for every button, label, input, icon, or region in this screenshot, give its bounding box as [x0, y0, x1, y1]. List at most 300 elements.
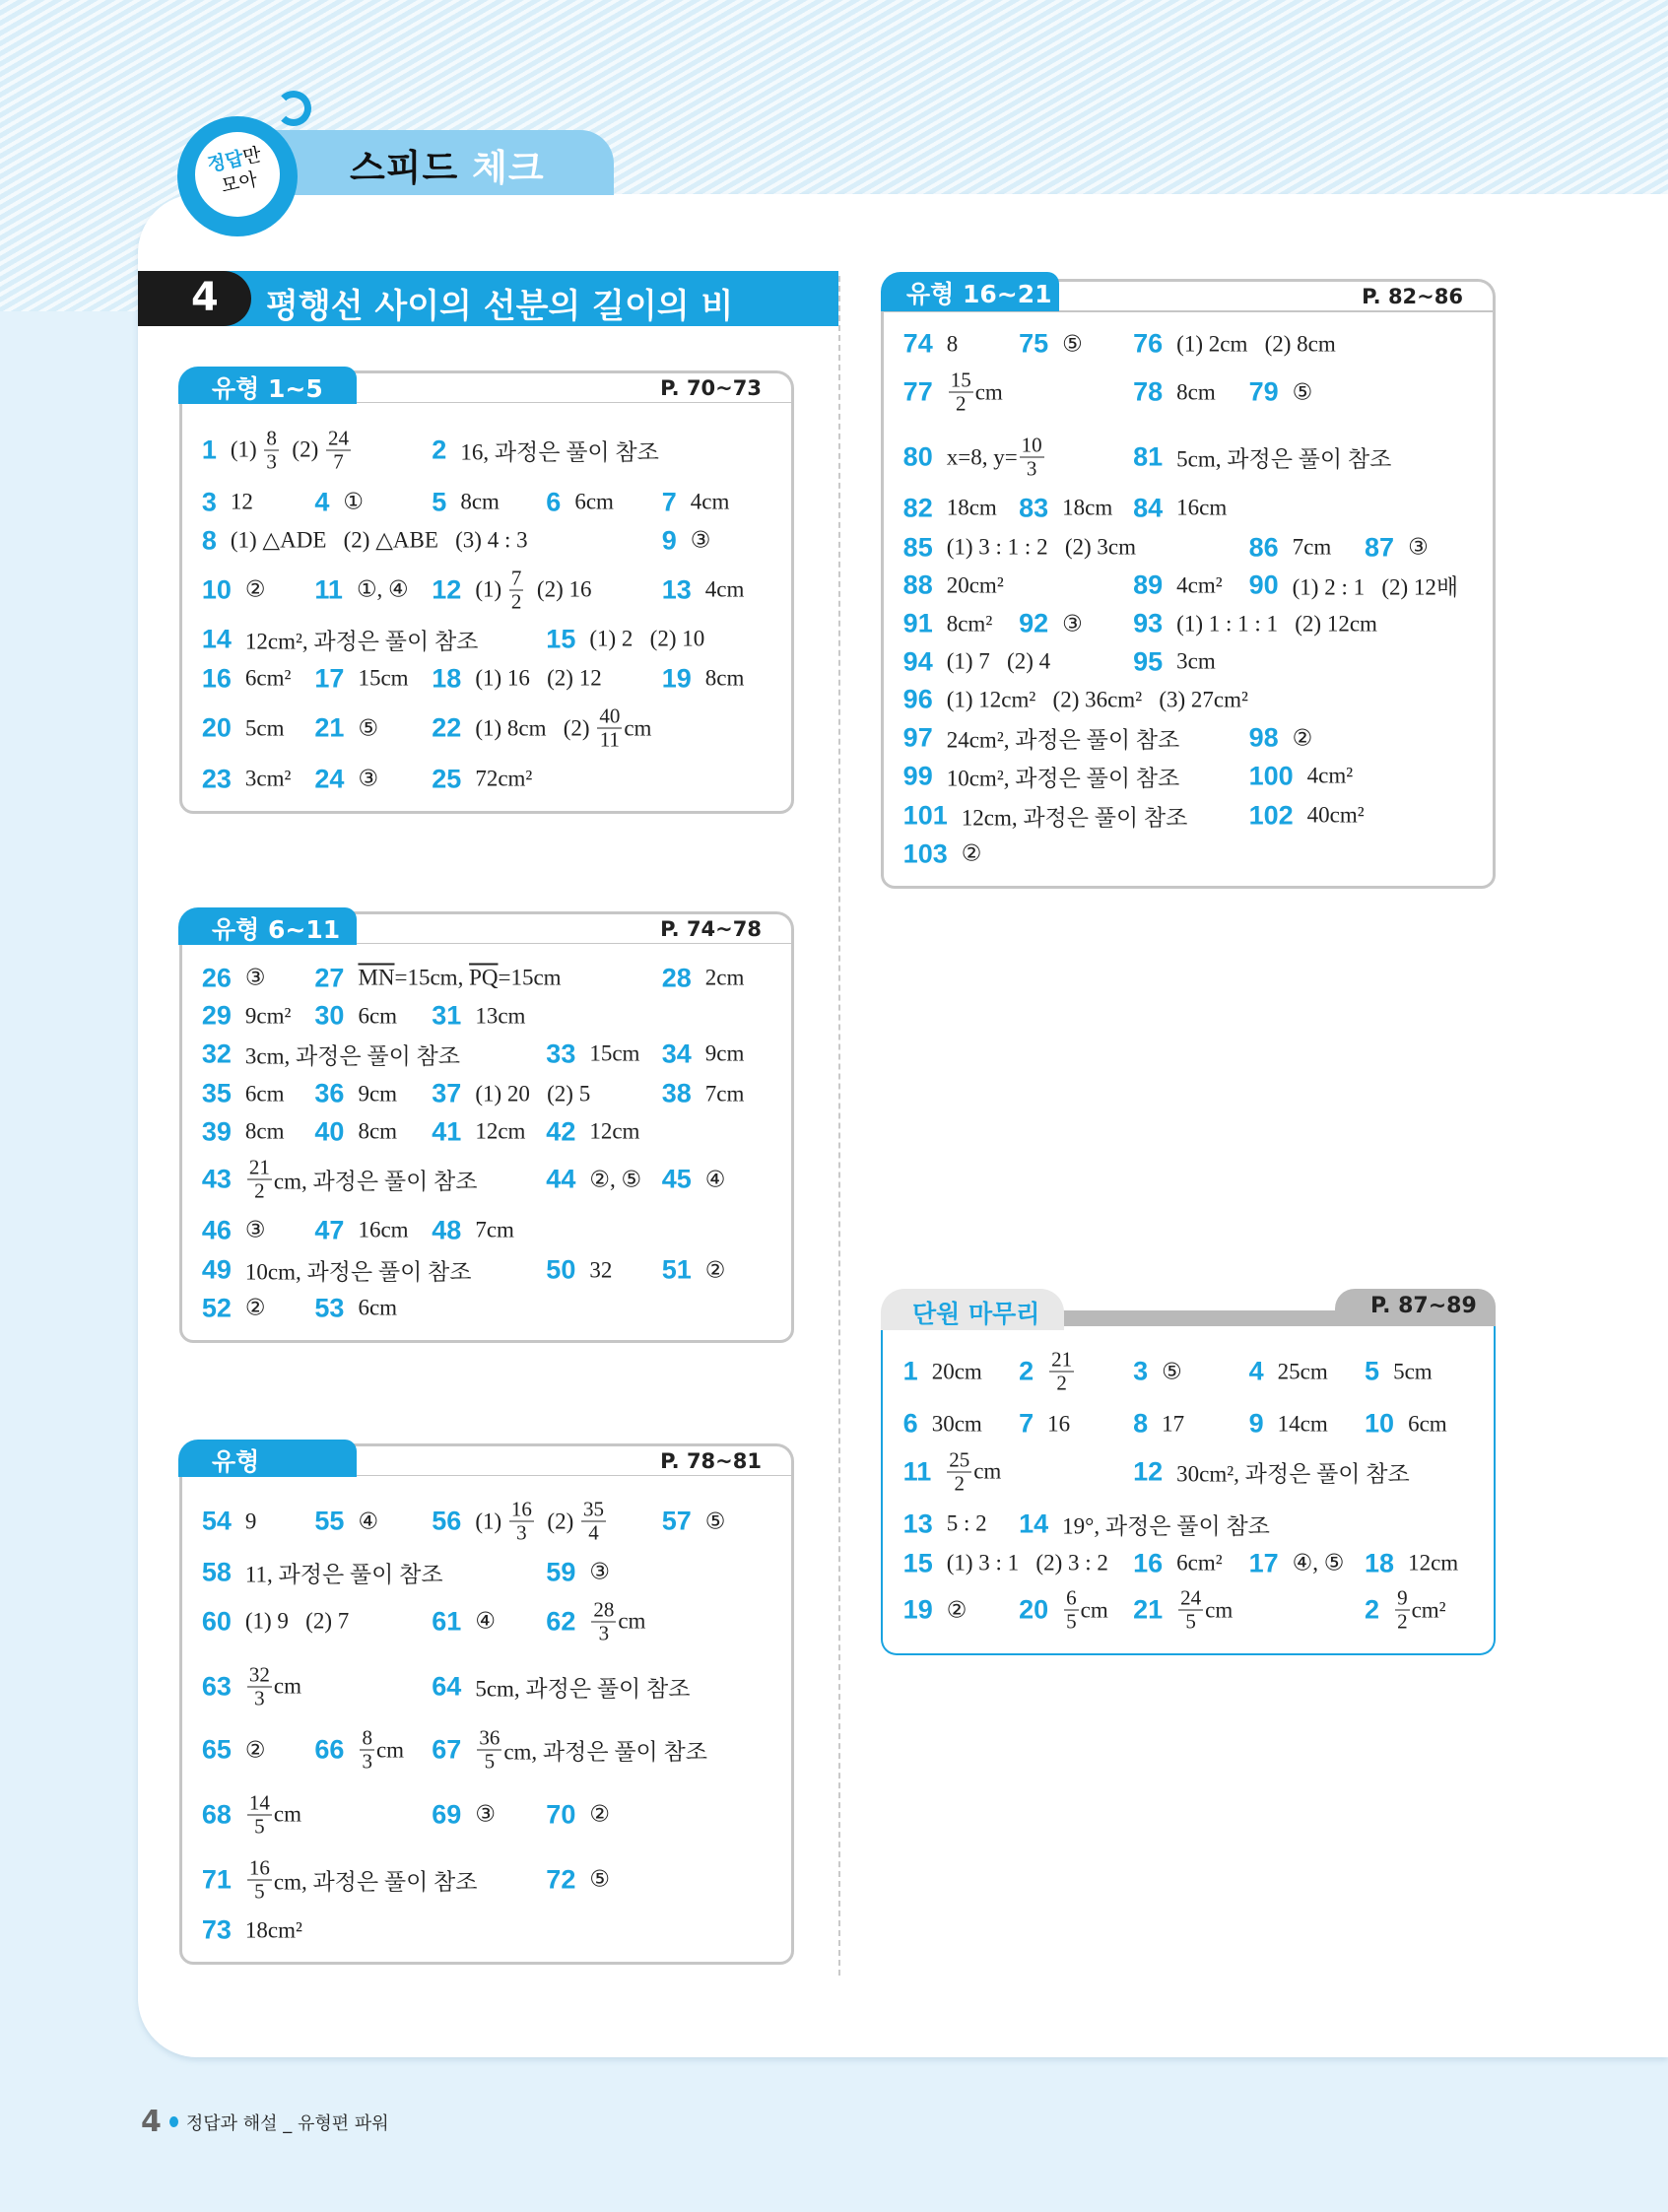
answer-text: cm	[973, 1458, 1002, 1484]
answer-item	[432, 434, 659, 466]
question-number: 72	[546, 1864, 576, 1895]
answer-item	[202, 1507, 257, 1537]
section-tab-1: 유형 1~5	[178, 367, 357, 404]
answer-value	[574, 490, 614, 515]
question-number: 36	[314, 1078, 345, 1108]
fraction	[509, 1499, 534, 1545]
question-number: 47	[314, 1215, 345, 1245]
answer-value	[475, 1003, 525, 1029]
fraction-numerator: 15	[950, 368, 971, 392]
answer-item	[432, 1799, 496, 1830]
answer-value	[475, 1609, 496, 1635]
answer-text: cm, 과정은 풀이 참조	[503, 1739, 707, 1765]
answer-text: ④, ⑤	[1292, 1550, 1345, 1575]
answer-item	[1133, 377, 1216, 408]
answer-item	[432, 1670, 690, 1703]
answer-item	[1133, 1409, 1184, 1440]
fraction-numerator: 32	[248, 1662, 270, 1687]
answer-item	[202, 1791, 301, 1838]
answer-text: =15cm,	[394, 965, 470, 990]
answer-value	[1278, 1359, 1328, 1384]
answer-value	[1307, 764, 1354, 789]
answer-item	[1365, 1357, 1433, 1387]
question-number: 3	[201, 487, 217, 517]
answer-value	[1176, 611, 1377, 637]
answer-text: 30cm	[931, 1411, 982, 1437]
answer-item	[546, 487, 614, 517]
section-tab-5: 단원 마무리	[881, 1289, 1064, 1330]
question-number: 48	[432, 1215, 462, 1245]
answer-value	[589, 1119, 639, 1145]
answer-value	[245, 767, 292, 792]
fraction-numerator: 35	[582, 1497, 604, 1521]
answer-text: ②	[704, 1257, 726, 1283]
answer-item	[202, 1038, 460, 1070]
answer-item	[903, 493, 997, 523]
answer-item	[1019, 1349, 1076, 1395]
answer-text: 12cm, 과정은 풀이 참조	[961, 805, 1188, 831]
question-number: 103	[902, 838, 948, 869]
answer-item	[432, 1116, 525, 1147]
answer-value	[1408, 1551, 1458, 1576]
answer-value	[589, 627, 704, 652]
answer-value	[1176, 572, 1223, 598]
answer-value	[358, 767, 378, 792]
answer-item	[903, 1508, 987, 1539]
question-number: 43	[201, 1164, 232, 1194]
answer-item	[202, 663, 292, 694]
question-number: 38	[661, 1078, 692, 1108]
question-number: 31	[432, 1000, 462, 1031]
fraction-numerator: 28	[593, 1597, 615, 1622]
answer-text: =15cm	[498, 965, 562, 990]
answer-text: ③	[589, 1559, 610, 1584]
answer-item	[202, 713, 285, 744]
answer-text: 17	[1162, 1411, 1185, 1437]
fraction-denominator: 5	[254, 1814, 265, 1839]
answer-value	[245, 1119, 285, 1145]
answer-item	[546, 1864, 610, 1895]
answer-text: 14cm	[1277, 1411, 1328, 1437]
answer-value	[1293, 379, 1313, 405]
fraction	[1049, 1349, 1074, 1395]
answer-text: 40cm²	[1306, 802, 1365, 828]
answer-text: 2cm	[704, 965, 745, 990]
answer-item	[662, 1079, 745, 1109]
answer-item	[903, 1595, 967, 1626]
answer-text: 24cm², 과정은 풀이 참조	[946, 727, 1180, 753]
answer-value	[1176, 1587, 1233, 1634]
answer-value	[460, 490, 500, 515]
answer-value	[705, 666, 745, 692]
answer-text: (2) 16	[525, 576, 592, 602]
answer-item	[546, 1165, 641, 1195]
answer-text: (1) △ADE (2) △ABE (3) 4 : 3	[230, 527, 528, 553]
answer-item	[1019, 1587, 1108, 1634]
question-number: 49	[201, 1254, 232, 1285]
answer-text: ⑤	[704, 1508, 726, 1534]
answer-text: 12cm	[589, 1118, 640, 1144]
question-number: 34	[661, 1039, 692, 1069]
answer-item	[903, 722, 1180, 755]
section-pages-4: P. 82~86	[1052, 279, 1496, 310]
question-number: 15	[546, 624, 576, 654]
answer-item	[1019, 329, 1083, 360]
answer-text: 13cm	[475, 1003, 526, 1029]
answer-value	[475, 767, 532, 792]
logo-badge	[177, 116, 298, 236]
question-number: 73	[201, 1914, 232, 1945]
answer-item	[546, 1799, 610, 1830]
fraction-numerator: 16	[510, 1497, 532, 1521]
answer-item	[202, 1606, 349, 1637]
answer-value	[705, 1041, 745, 1067]
segment-label: $\overline{PQ}$	[469, 965, 499, 990]
answer-text: ③	[244, 965, 266, 990]
answer-value	[1062, 1587, 1108, 1634]
question-number: 44	[546, 1164, 576, 1194]
question-number: 39	[201, 1116, 232, 1147]
fraction-numerator: 36	[479, 1725, 500, 1750]
question-number: 57	[661, 1506, 692, 1536]
answer-value	[1393, 1587, 1446, 1634]
question-number: 77	[902, 376, 933, 407]
answer-value	[947, 611, 993, 637]
answer-item	[1133, 493, 1227, 523]
answer-text: (1) 1 : 1 : 1 (2) 12cm	[1176, 611, 1377, 637]
question-number: 11	[902, 1456, 932, 1487]
answer-text: ③	[244, 1217, 266, 1242]
question-number: 95	[1133, 646, 1164, 677]
answer-value	[245, 1003, 292, 1029]
question-number: 7	[661, 487, 677, 517]
answer-text: cm	[1205, 1597, 1234, 1623]
answer-value	[947, 649, 1050, 675]
answer-text: (1) 12cm² (2) 36cm² (3) 27cm²	[946, 687, 1248, 712]
answer-item	[546, 1557, 610, 1587]
fraction-denominator: 3	[254, 1686, 265, 1710]
answer-text: cm	[273, 1801, 301, 1827]
question-number: 75	[1019, 328, 1049, 359]
answer-item	[1133, 646, 1216, 677]
question-number: 7	[1019, 1408, 1034, 1439]
question-number: 90	[1248, 570, 1279, 600]
question-number: 35	[201, 1078, 232, 1108]
answer-text: ③	[358, 766, 379, 791]
question-number: 23	[201, 764, 232, 794]
answer-text: (1) 8cm (2)	[475, 715, 596, 741]
question-number: 96	[902, 684, 933, 714]
answer-item	[662, 663, 745, 694]
answer-item	[903, 1448, 1002, 1495]
answer-item	[1249, 761, 1354, 791]
answer-item	[432, 1001, 525, 1032]
answer-text: 30cm², 과정은 풀이 참조	[1176, 1461, 1410, 1487]
answer-item	[662, 525, 711, 556]
answer-text: ⑤	[1292, 379, 1313, 405]
fraction-denominator: 2	[510, 589, 522, 614]
answer-value	[1176, 649, 1216, 675]
fraction-numerator: 21	[1051, 1347, 1073, 1372]
section-tab-3: 유형 12~15	[178, 1440, 357, 1477]
answer-text: cm²	[1411, 1597, 1446, 1623]
fraction-denominator: 2	[1397, 1609, 1408, 1634]
fraction-denominator: 3	[516, 1520, 527, 1545]
answer-value	[947, 369, 1003, 416]
answer-text: x=8, y=	[946, 444, 1018, 470]
answer-text: ④	[704, 1167, 726, 1192]
answer-value	[475, 705, 651, 752]
answer-value	[475, 1499, 608, 1545]
answer-text: 4cm	[704, 576, 745, 602]
answer-text: 9cm	[704, 1040, 745, 1066]
answer-value	[589, 1041, 639, 1067]
answer-value	[358, 666, 408, 692]
answer-item	[314, 487, 364, 517]
answer-value	[245, 1254, 472, 1287]
question-number: 5	[432, 487, 447, 517]
answer-text: 10cm², 과정은 풀이 참조	[946, 766, 1180, 791]
logo-text-3: 모아	[219, 168, 260, 198]
answer-value	[231, 427, 353, 473]
question-number: 33	[546, 1039, 576, 1069]
fraction-denominator: 5	[254, 1879, 265, 1904]
question-number: 6	[546, 487, 562, 517]
fraction-numerator: 6	[1066, 1585, 1077, 1610]
answer-item	[432, 567, 591, 613]
answer-item	[1019, 493, 1112, 523]
answer-value	[947, 331, 959, 357]
answer-value	[475, 1670, 690, 1703]
answer-value	[705, 1167, 726, 1192]
question-number: 17	[314, 663, 345, 694]
question-number: 58	[201, 1557, 232, 1587]
fraction	[1064, 1587, 1079, 1634]
answer-text: 5cm	[244, 715, 285, 741]
answer-text: 16, 과정은 풀이 참조	[460, 439, 659, 465]
answer-text: 16cm	[1176, 495, 1228, 520]
answer-item	[903, 1548, 1108, 1578]
section-pages-2: P. 74~78	[350, 911, 794, 943]
fraction	[591, 1598, 616, 1644]
answer-item	[903, 329, 959, 360]
question-number: 91	[902, 608, 933, 638]
answer-text: 3cm, 과정은 풀이 참조	[244, 1043, 460, 1069]
answer-item	[903, 1357, 982, 1387]
section-tab-2: 유형 6~11	[178, 907, 357, 945]
answer-item	[432, 705, 651, 752]
question-number: 8	[1133, 1408, 1149, 1439]
answer-text: cm, 과정은 풀이 참조	[273, 1169, 478, 1194]
answer-value	[705, 577, 745, 603]
answer-text: ②	[244, 576, 266, 602]
question-number: 94	[902, 646, 933, 677]
question-number: 89	[1133, 570, 1164, 600]
answer-text: 8cm	[358, 1118, 398, 1144]
fraction-denominator: 11	[599, 727, 620, 752]
title-part-2: 체크	[472, 147, 545, 189]
question-number: 67	[432, 1734, 462, 1765]
question-number: 86	[1248, 532, 1279, 563]
question-number: 56	[432, 1506, 462, 1536]
answer-text: 6cm	[574, 489, 614, 514]
question-number: 37	[432, 1078, 462, 1108]
answer-item	[662, 963, 745, 993]
question-number: 13	[661, 574, 692, 605]
answer-value	[945, 1448, 1001, 1495]
answer-item	[1249, 800, 1365, 831]
answer-text: (1) 2 : 1 (2) 12배	[1292, 574, 1459, 600]
answer-text: 6cm²	[1176, 1550, 1223, 1575]
answer-text: 11, 과정은 풀이 참조	[244, 1562, 443, 1587]
answer-value	[1062, 331, 1083, 357]
answer-item	[903, 532, 1136, 563]
page-title	[350, 138, 545, 191]
answer-value	[947, 572, 1004, 598]
fraction	[597, 705, 622, 752]
answer-value	[475, 1081, 590, 1106]
answer-value	[589, 1598, 645, 1644]
answer-value	[1162, 1359, 1182, 1384]
answer-text: ⑤	[1062, 331, 1083, 357]
answer-text: 8cm	[1176, 379, 1216, 405]
answer-text: ②	[961, 840, 982, 866]
section-pages-1: P. 70~73	[350, 370, 794, 402]
question-number: 20	[1019, 1594, 1049, 1625]
answer-text: (1) 3 : 1 (2) 3 : 2	[946, 1550, 1108, 1575]
answer-text: ⑤	[1162, 1359, 1182, 1384]
fraction-numerator: 10	[1021, 433, 1042, 457]
question-number: 97	[902, 722, 933, 753]
answer-item	[1249, 532, 1332, 563]
fraction-denominator: 3	[598, 1621, 610, 1645]
answer-value	[1176, 379, 1216, 405]
question-number: 21	[1133, 1594, 1164, 1625]
answer-text: ③	[1408, 534, 1429, 560]
answer-text: cm	[624, 715, 652, 741]
answer-text: 5 : 2	[946, 1510, 987, 1536]
answer-text: (1)	[475, 576, 507, 602]
question-number: 19	[902, 1594, 933, 1625]
answer-value	[245, 1856, 478, 1903]
answer-value	[1176, 331, 1336, 357]
answer-value	[705, 966, 745, 991]
answer-item	[546, 1255, 612, 1286]
answer-text: (1) 2 (2) 10	[589, 626, 705, 651]
answer-value	[231, 490, 253, 515]
answer-value	[1408, 1411, 1447, 1437]
answer-value	[245, 1081, 285, 1106]
question-number: 54	[201, 1506, 232, 1536]
question-number: 30	[314, 1000, 345, 1031]
answer-text: cm, 과정은 풀이 참조	[273, 1869, 478, 1895]
fraction	[247, 1856, 272, 1903]
answer-value	[1162, 1411, 1184, 1437]
answer-item	[432, 663, 601, 694]
question-number: 2	[1365, 1594, 1380, 1625]
fraction-denominator: 7	[333, 449, 344, 474]
question-number: 84	[1133, 493, 1164, 523]
question-number: 79	[1248, 376, 1279, 407]
answer-text: ③	[690, 527, 711, 553]
answer-text: 10cm, 과정은 풀이 참조	[244, 1259, 472, 1285]
answer-value	[245, 666, 292, 692]
answer-value	[589, 1167, 641, 1192]
fraction	[1395, 1587, 1410, 1634]
question-number: 1	[902, 1356, 918, 1386]
answer-item	[202, 574, 266, 605]
question-number: 25	[432, 764, 462, 794]
fraction	[326, 427, 351, 473]
answer-item	[202, 1663, 301, 1709]
answer-item	[1019, 609, 1083, 639]
answer-text: ③	[1062, 611, 1083, 637]
question-number: 19	[661, 663, 692, 694]
footer-text: 정답과 해설 _ 유형편 파워	[185, 2112, 389, 2134]
answer-item	[903, 760, 1180, 792]
answer-value	[705, 1508, 726, 1534]
question-number: 70	[546, 1799, 576, 1830]
question-number: 3	[1133, 1356, 1149, 1386]
answer-text: (1) 7 (2) 4	[946, 648, 1051, 674]
answer-text: 6cm	[1408, 1411, 1447, 1437]
answer-item	[202, 525, 528, 556]
answer-text: 7cm	[704, 1081, 745, 1106]
answer-value	[475, 1218, 514, 1243]
fraction	[509, 567, 524, 613]
answer-text: 9cm²	[244, 1003, 292, 1029]
answer-value	[947, 496, 997, 521]
section-tab-4: 유형 16~21	[881, 272, 1059, 311]
question-number: 101	[902, 800, 948, 831]
answer-item	[662, 487, 730, 517]
answer-item	[1019, 1508, 1270, 1540]
answer-value	[1293, 570, 1459, 602]
fraction-numerator: 7	[510, 566, 522, 590]
answer-text: 15cm	[358, 665, 409, 691]
answer-text: 8	[946, 331, 959, 357]
question-number: 42	[546, 1116, 576, 1147]
answer-item	[314, 713, 378, 744]
answer-text: ②, ⑤	[589, 1167, 642, 1192]
answer-value	[962, 799, 1188, 832]
answer-value	[245, 1609, 349, 1635]
answer-text: 25cm	[1277, 1359, 1328, 1384]
answer-value	[245, 966, 266, 991]
question-number: 40	[314, 1116, 345, 1147]
answer-text: cm	[974, 379, 1003, 405]
answer-text: 9	[244, 1508, 257, 1534]
answer-item	[903, 685, 1248, 715]
chapter-number: 4	[191, 275, 219, 320]
answer-text: 12cm	[475, 1118, 526, 1144]
answer-item	[314, 1507, 378, 1537]
page-number: 4	[141, 2105, 162, 2139]
answer-item	[314, 1001, 397, 1032]
question-number: 11	[314, 574, 343, 605]
fraction	[477, 1727, 501, 1774]
answer-item	[314, 663, 408, 694]
answer-item	[1365, 532, 1429, 563]
answer-value	[475, 1727, 707, 1774]
answer-text: 19°, 과정은 풀이 참조	[1062, 1513, 1270, 1539]
answer-value	[1062, 611, 1083, 637]
answer-text: cm	[1080, 1597, 1108, 1623]
answer-text: 3cm²	[244, 766, 292, 791]
answer-value	[947, 435, 1046, 481]
fraction	[947, 1448, 971, 1495]
fraction	[247, 1663, 272, 1709]
